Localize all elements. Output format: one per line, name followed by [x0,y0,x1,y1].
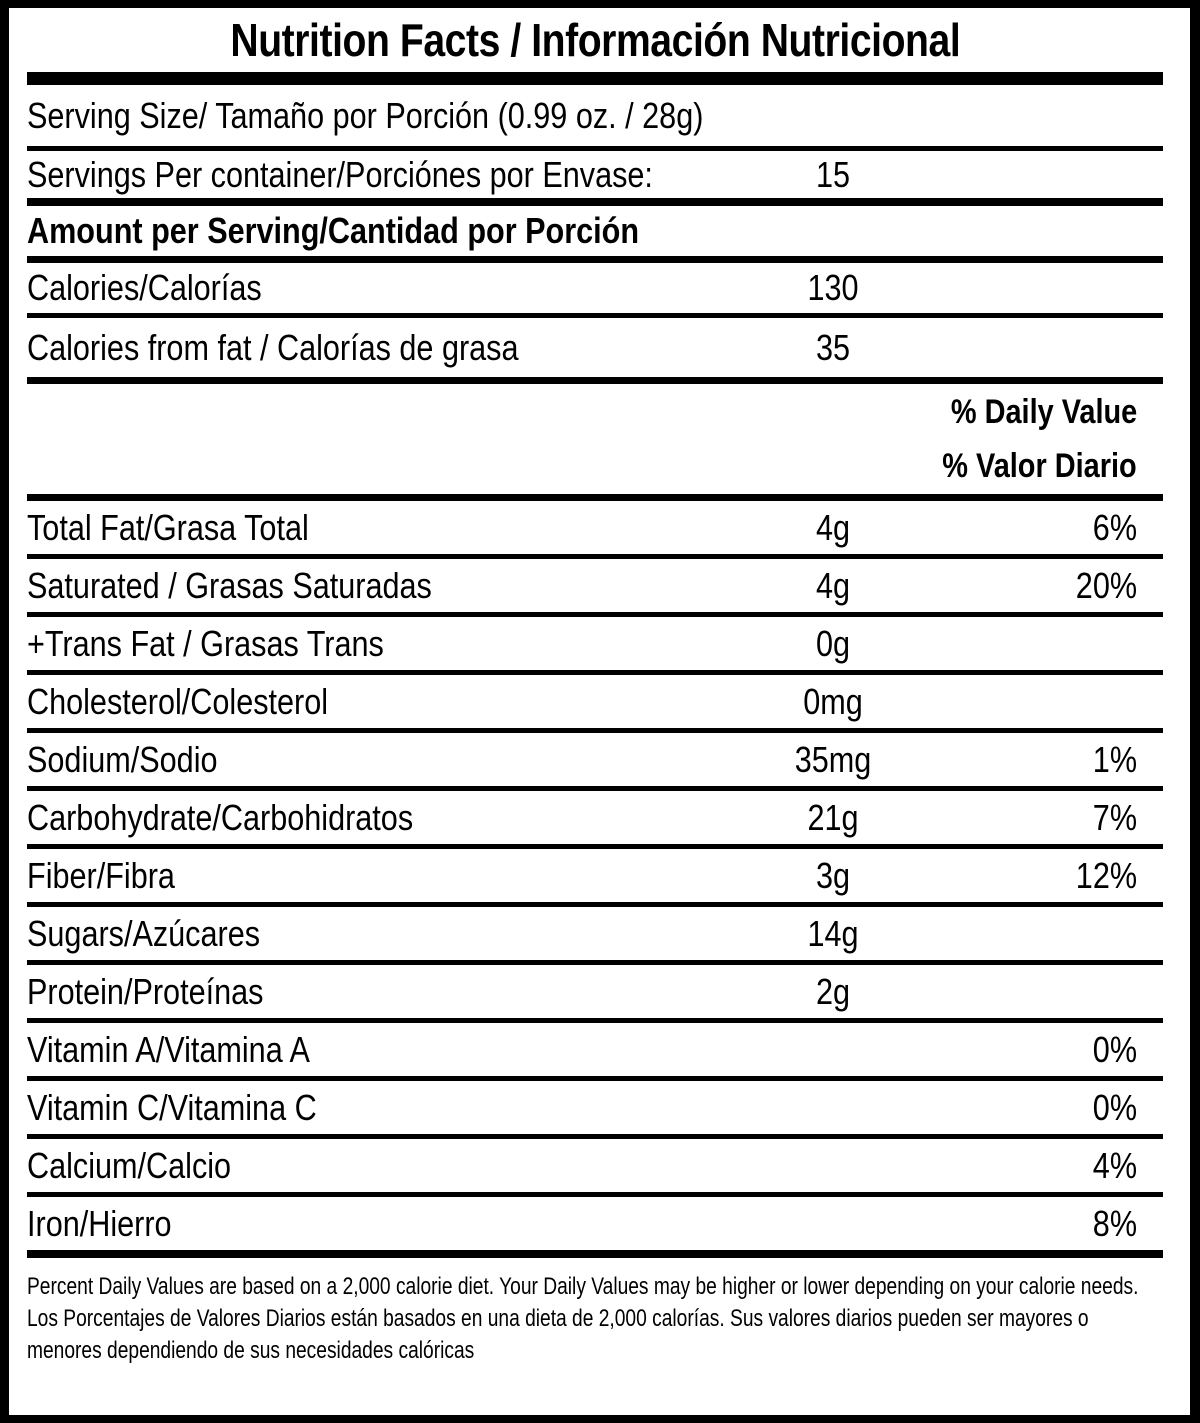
servings-per-container-label: Servings Per container/Porciónes por Envase: [27,153,653,195]
nutrient-label: Cholesterol/Colesterol [27,680,329,722]
footnote [27,1258,1163,1415]
nutrient-dv: 1% [1092,738,1137,780]
servings-per-container-row [27,151,1163,198]
nutrient-label: Vitamin C/Vitamina C [27,1086,317,1128]
nutrient-label: Vitamin A/Vitamina A [27,1028,310,1070]
calories-from-fat-row [27,318,1163,377]
servings-per-container-value: 15 [815,153,851,195]
footnote-spanish: Los Porcentajes de Valores Diarios están basados en una dieta de 2,000 calorías. Sus valores diarios pueden ser mayores o menores dependiendo de sus necesidades calóricas [27,1305,1089,1364]
nutrient-label: Saturated / Grasas Saturadas [27,564,432,606]
amount-per-serving-header [27,206,1163,256]
nutrient-amount: 2g [815,970,851,1012]
nutrient-row-iron [27,1197,1163,1250]
nutrient-label: Iron/Hierro [27,1202,172,1244]
nutrient-amount: 0mg [803,680,863,722]
nutrient-dv: 0% [1092,1086,1137,1128]
nutrient-amount: 4g [815,564,851,606]
nutrient-row-cholesterol [27,675,1163,728]
amount-per-serving-label: Amount per Serving/Cantidad por Porción [27,210,640,251]
daily-value-header-es: % Valor Diario [942,447,1137,485]
calories-label: Calories/Calorías [27,267,262,308]
footnote-english: Percent Daily Values are based on a 2,000 calorie diet. Your Daily Values may be higher or lower depending on your calorie needs. [27,1273,1139,1300]
nutrient-dv: 12% [1075,854,1137,896]
nutrient-row-trans-fat [27,617,1163,670]
nutrient-row-total-fat [27,501,1163,554]
nutrient-dv: 7% [1092,796,1137,838]
calories-from-fat-value: 35 [815,326,851,368]
serving-size-label: Serving Size/ Tamaño por Porción (0.99 oz. / 28g) [27,94,704,136]
nutrient-row-protein [27,965,1163,1018]
nutrient-label: Carbohydrate/Carbohidratos [27,796,414,838]
nutrient-amount: 21g [807,796,859,838]
daily-value-header [27,384,1163,494]
nutrient-label: Sodium/Sodio [27,738,218,780]
nutrient-label: Sugars/Azúcares [27,912,261,954]
nutrient-row-calcium [27,1139,1163,1192]
nutrient-dv: 4% [1092,1144,1137,1186]
label-title-text: Nutrition Facts / Información Nutricional [230,14,960,66]
nutrient-label: Calcium/Calcio [27,1144,232,1186]
nutrient-row-vitamin-c [27,1081,1163,1134]
nutrient-row-fiber [27,849,1163,902]
nutrient-row-saturated-fat [27,559,1163,612]
nutrient-amount: 0g [815,622,851,664]
section-divider [27,256,1163,263]
nutrient-dv: 6% [1092,506,1137,548]
nutrient-amount: 3g [815,854,851,896]
calories-value: 130 [807,267,859,308]
nutrient-label: +Trans Fat / Grasas Trans [27,622,384,664]
nutrient-label: Protein/Proteínas [27,970,264,1012]
section-divider [27,494,1163,501]
nutrient-amount: 14g [807,912,859,954]
label-title [27,8,1163,72]
title-divider-bar [27,72,1163,85]
nutrient-row-vitamin-a [27,1023,1163,1076]
serving-size-row [27,85,1163,146]
daily-value-header-en: % Daily Value [950,393,1137,431]
nutrient-dv: 20% [1075,564,1137,606]
nutrient-row-carbohydrate [27,791,1163,844]
section-divider [27,1250,1163,1258]
nutrient-label: Total Fat/Grasa Total [27,506,309,548]
nutrient-amount: 35mg [794,738,872,780]
nutrient-dv: 0% [1092,1028,1137,1070]
nutrient-amount: 4g [815,506,851,548]
nutrient-dv: 8% [1092,1202,1137,1244]
nutrient-row-sugars [27,907,1163,960]
nutrient-label: Fiber/Fibra [27,854,175,896]
section-divider [27,198,1163,206]
calories-from-fat-label: Calories from fat / Calorías de grasa [27,326,519,368]
section-divider [27,377,1163,384]
nutrient-row-sodium [27,733,1163,786]
calories-row [27,263,1163,313]
